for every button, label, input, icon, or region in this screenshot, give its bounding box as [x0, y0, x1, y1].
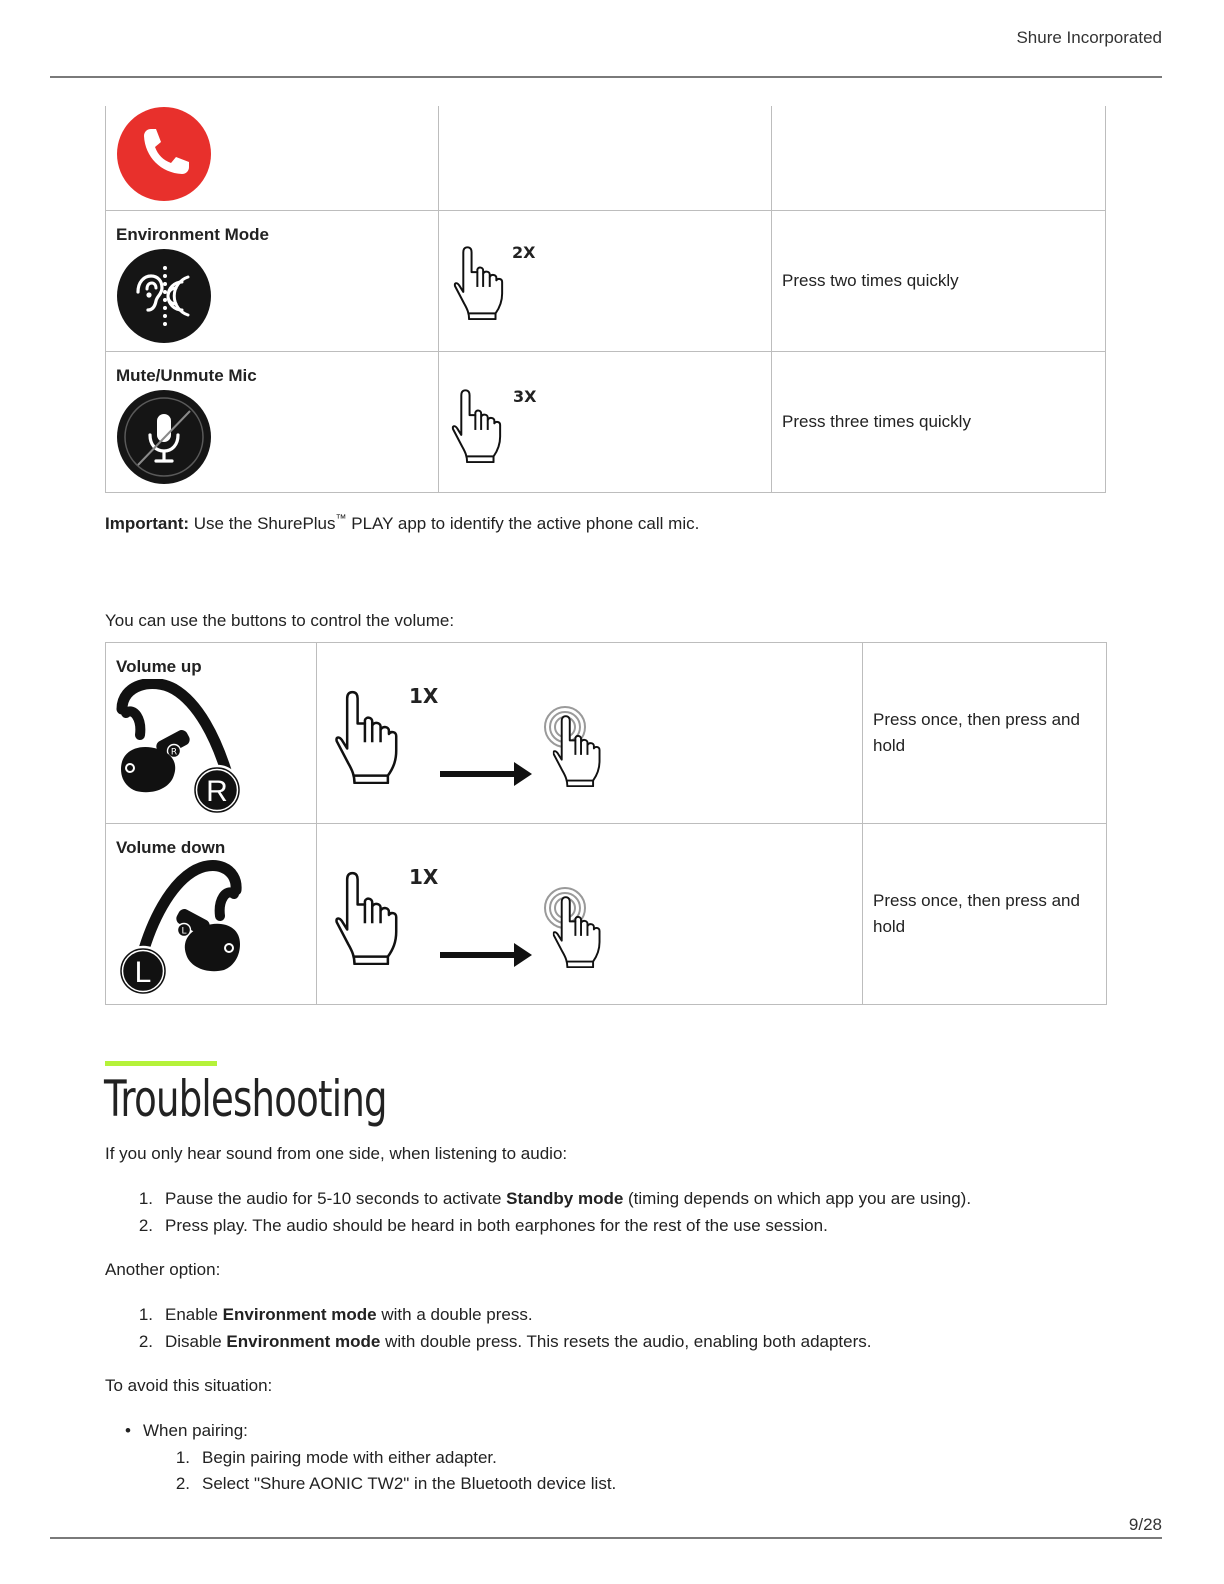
list-text: with double press. This resets the audio, enabling both adapters.: [380, 1332, 872, 1351]
right-earphone-icon: [116, 679, 244, 815]
hand-press-icon: [449, 387, 505, 463]
list-text: Select "Shure AONIC TW2" in the Bluetooth device list.: [202, 1474, 617, 1493]
footer-rule: [50, 1537, 1162, 1539]
left-earphone-icon: [116, 860, 244, 996]
list-text: (timing depends on which app you are using).: [623, 1189, 972, 1208]
call-controls-table: [105, 106, 1106, 493]
table-cell: [106, 351, 439, 492]
table-cell: [106, 824, 317, 1005]
list-text: Pause the audio for 5-10 seconds to activate: [165, 1189, 507, 1208]
list-item: [175, 1474, 617, 1494]
list-number: 1.: [138, 1189, 153, 1208]
table-cell: [439, 351, 772, 492]
press-hold-icon: [543, 705, 605, 787]
list-text: Enable: [165, 1305, 223, 1324]
list-text-bold: Standby mode: [506, 1189, 624, 1208]
list-text: Begin pairing mode with either adapter.: [202, 1448, 497, 1467]
table-cell: [106, 210, 439, 351]
table-cell: [317, 643, 863, 824]
table-cell: [772, 210, 1106, 351]
hand-press-icon: [331, 688, 403, 784]
side-marker-small: R: [170, 747, 178, 758]
action-description: Press once, then press and hold: [873, 891, 1080, 936]
press-hold-icon: [543, 886, 605, 968]
page-number: 9/28: [1128, 1515, 1162, 1534]
list-item: [138, 1189, 972, 1209]
list-text: Press play. The audio should be heard in both earphones for the rest of the use session.: [165, 1216, 828, 1235]
important-note: [105, 513, 699, 534]
table-row: [106, 351, 1106, 492]
table-cell: [772, 106, 1106, 210]
volume-controls-table: [105, 642, 1107, 1005]
action-description: Press three times quickly: [782, 411, 971, 431]
section-accent-bar: [105, 1061, 217, 1066]
table-cell: [106, 643, 317, 824]
row-label: Volume down: [116, 838, 226, 857]
troubleshooting-intro: If you only hear sound from one side, when listening to audio:: [105, 1144, 568, 1163]
list-item: [138, 1216, 828, 1236]
arrow-right-icon: [440, 942, 532, 968]
important-label: Important:: [105, 514, 190, 533]
avoid-intro: To avoid this situation:: [105, 1376, 273, 1395]
phone-end-call-icon: [116, 106, 212, 202]
mute-mic-icon: [116, 389, 212, 485]
important-text: Use the ShurePlus: [189, 514, 336, 533]
header-company: Shure Incorporated: [1016, 28, 1162, 47]
list-number: 2.: [175, 1474, 190, 1493]
press-count: 1X: [409, 684, 439, 708]
list-number: 1.: [175, 1448, 190, 1467]
list-number: 2.: [138, 1216, 153, 1235]
row-label: Mute/Unmute Mic: [116, 365, 257, 385]
list-text-bold: Environment mode: [222, 1305, 377, 1324]
volume-intro: You can use the buttons to control the volume:: [105, 611, 455, 630]
action-description: Press once, then press and hold: [873, 710, 1080, 755]
arrow-right-icon: [440, 761, 532, 787]
list-number: 1.: [138, 1305, 153, 1324]
list-number: 2.: [138, 1332, 153, 1351]
table-cell: [863, 643, 1107, 824]
another-option: Another option:: [105, 1260, 221, 1279]
table-cell: [772, 351, 1106, 492]
row-label: Environment Mode: [116, 224, 270, 244]
table-cell: [439, 210, 772, 351]
side-marker: L: [134, 956, 152, 989]
press-count: 2X: [512, 242, 536, 262]
action-description: Press two times quickly: [782, 270, 959, 290]
list-text: Disable: [165, 1332, 227, 1351]
important-text-end: PLAY app to identify the active phone call mic.: [346, 514, 700, 533]
table-row: [106, 210, 1106, 351]
bullet-dot: •: [125, 1421, 131, 1440]
press-count: 1X: [409, 865, 439, 889]
table-cell: [106, 106, 439, 210]
table-row: [106, 106, 1106, 210]
table-cell: [317, 824, 863, 1005]
bullet-item: [125, 1421, 248, 1441]
table-row: [106, 824, 1107, 1005]
side-marker-small: L: [181, 926, 187, 937]
hand-press-icon: [451, 244, 507, 320]
section-title: Troubleshooting: [104, 1070, 387, 1128]
row-label: Volume up: [116, 657, 202, 676]
list-item: [138, 1305, 533, 1325]
hand-press-icon: [331, 869, 403, 965]
list-item: [175, 1448, 497, 1468]
list-text: with a double press.: [376, 1305, 533, 1324]
table-cell: [863, 824, 1107, 1005]
list-item: [138, 1332, 872, 1352]
trademark-symbol: ™: [335, 513, 347, 525]
environment-mode-icon: [116, 248, 212, 344]
list-text: When pairing:: [143, 1421, 248, 1440]
press-count: 3X: [513, 386, 537, 406]
table-cell: [439, 106, 772, 210]
side-marker: R: [206, 775, 228, 808]
header-rule: [50, 76, 1162, 78]
table-row: [106, 643, 1107, 824]
list-text-bold: Environment mode: [226, 1332, 381, 1351]
